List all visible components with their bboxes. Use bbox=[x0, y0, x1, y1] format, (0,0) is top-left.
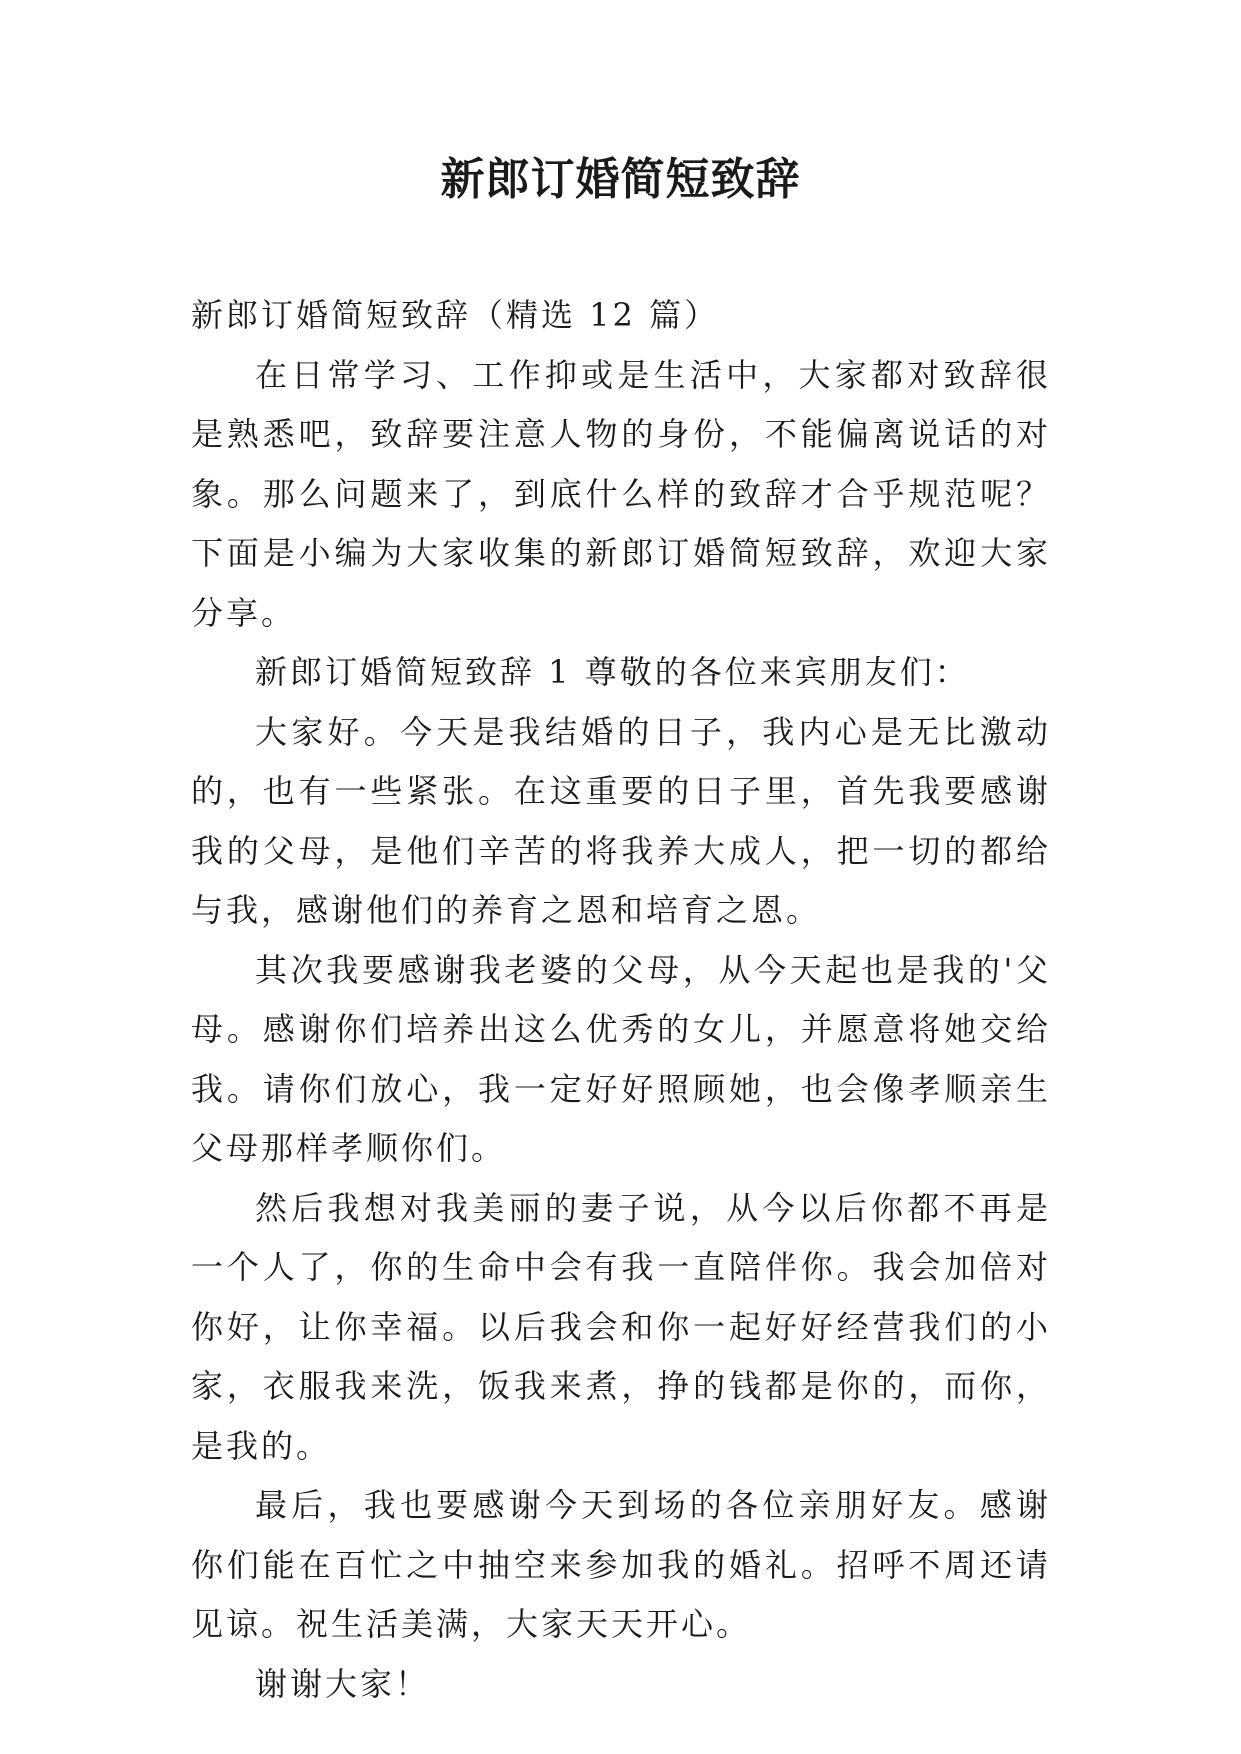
document-body bbox=[191, 286, 1051, 1714]
body-paragraph: 然后我想对我美丽的妻子说，从今以后你都不再是一个人了，你的生命中会有我一直陪伴你。我会加倍对你好，让你幸福。以后我会和你一起好好经营我们的小家，衣服我来洗，饭我来煮，挣的钱都是你的，而你，是我的。 bbox=[191, 1188, 1051, 1465]
subtitle-paragraph: 新郎订婚简短致辞（精选 12 篇） bbox=[191, 296, 720, 334]
intro-paragraph: 在日常学习、工作抑或是生活中，大家都对致辞很是熟悉吧，致辞要注意人物的身份，不能偏离说话的对象。那么问题来了，到底什么样的致辞才合乎规范呢？下面是小编为大家收集的新郎订婚简短致辞，欢迎大家分享。 bbox=[191, 355, 1051, 632]
body-paragraph: 最后，我也要感谢今天到场的各位亲朋好友。感谢你们能在百忙之中抽空来参加我的婚礼。招呼不周还请见谅。祝生活美满，大家天天开心。 bbox=[191, 1486, 1051, 1643]
document-title: 新郎订婚简短致辞 bbox=[440, 154, 801, 205]
speech-heading-paragraph: 新郎订婚简短致辞 1 尊敬的各位来宾朋友们： bbox=[255, 653, 970, 691]
body-paragraph: 大家好。今天是我结婚的日子，我内心是无比激动的，也有一些紧张。在这重要的日子里，首先我要感谢我的父母，是他们辛苦的将我养大成人，把一切的都给与我，感谢他们的养育之恩和培育之恩。 bbox=[191, 712, 1051, 929]
body-paragraph: 其次我要感谢我老婆的父母，从今天起也是我的'父母。感谢你们培养出这么优秀的女儿，并愿意将她交给我。请你们放心，我一定好好照顾她，也会像孝顺亲生父母那样孝顺你们。 bbox=[191, 950, 1051, 1167]
closing-paragraph: 谢谢大家！ bbox=[255, 1664, 431, 1703]
